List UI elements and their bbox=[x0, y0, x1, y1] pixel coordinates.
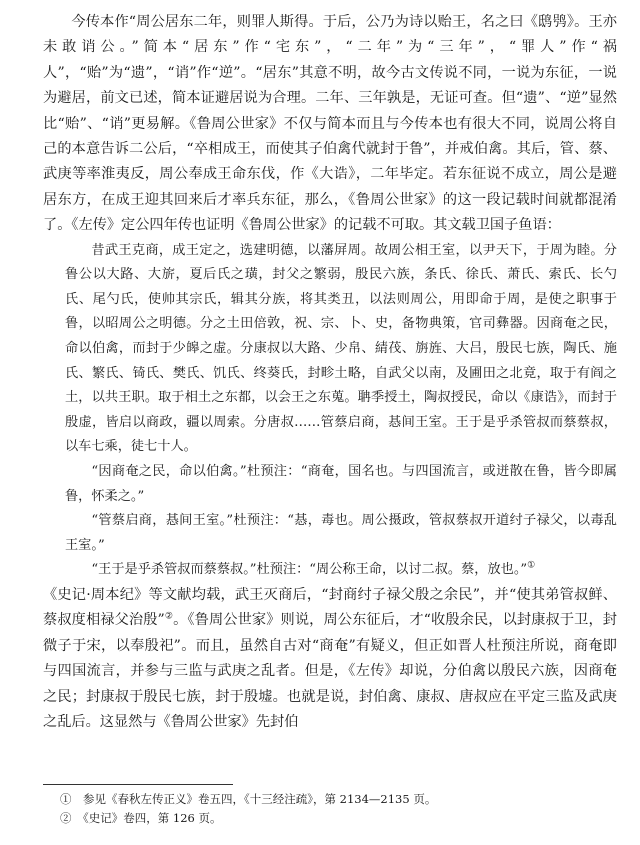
footnote-divider bbox=[43, 784, 233, 785]
footnote-ref-1: ① bbox=[527, 560, 536, 571]
main-text bbox=[43, 10, 617, 735]
footnote-2: ② 《史记》卷四，第 126 页。 bbox=[60, 811, 222, 825]
quote-paragraph-1: 昔武王克商，成王定之，选建明德，以藩屏周。故周公相王室，以尹天下，于周为睦。分鲁公以大路、大旂，夏后氏之璜，封父之繁弱，殷民六族，条氏、徐氏、萧氏、索氏、长勺氏、尾勺氏，使帅其宗氏，辑其分族，将其类丑，以法则周公，用即命于周，是使之职事于鲁，以昭周公之明德。分之土田倍敦，祝、宗、卜、史，备物典策，官司彝器。因商奄之民，命以伯禽，而封于少皞之虚。分康叔以大路、少帛、綪茷、旃旌、大吕，殷民七族，陶氏、施氏、繁氏、锜氏、樊氏、饥氏、终葵氏，封畛土略，自武父以南，及圃田之北竟，取于有阎之土，以共王职。取于相土之东都，以会王之东蒐。聃季授土，陶叔授民，命以《康诰》，而封于殷虚，皆启以商政，疆以周索。分唐叔……管蔡启商，惎间王室。王于是乎杀管叔而蔡蔡叔，以车七乘，徒七十人。 bbox=[65, 242, 617, 455]
body-paragraph-2-pre: 《史记·周本纪》等文献均载，武王灭商后，“封商纣子禄父殷之余民”，并“使其弟管叔鲜、蔡叔度相禄父治殷” bbox=[43, 586, 617, 629]
quote-paragraph-2: “因商奄之民，命以伯禽。”杜预注：“商奄，国名也。与四国流言，或迸散在鲁，皆今即属鲁，怀柔之。” bbox=[65, 464, 617, 504]
footnote-1: ① 参见《春秋左传正义》卷五四，《十三经注疏》，第 2134—2135 页。 bbox=[60, 792, 437, 806]
footnotes bbox=[60, 790, 620, 828]
body-paragraph-2 bbox=[43, 583, 617, 735]
body-paragraph-2-post: 。《鲁周公世家》则说，周公东征后，才“收殷余民，以封康叔于卫，封微子于宋，以奉殷祀”。而且，虽然自古对“商奄”有疑义，但正如晋人杜预注所说，商奄即与四国流言，并参与三监与武庚之乱者。但是，《左传》却说，分伯禽以殷民六族，因商奄之民；封康叔于殷民七族，封于殷墟。也就是说，封伯禽、康叔、唐叔应在平定三监及武庚之乱后。这显然与《鲁周公世家》先封伯 bbox=[43, 612, 617, 730]
block-quote bbox=[65, 239, 617, 583]
body-paragraph-1: 今传本作“周公居东二年，则罪人斯得。于后，公乃为诗以贻王，名之曰《鸱鸮》。王亦未敢诮公。”简本“居东”作“宅东”，“二年”为“三年”，“罪人”作“祸人”，“贻”为“遗”，“诮”作“逆”。“居东”其意不明，故今古文传说不同，一说为东征，一说为避居，前文已述，简本证避居说为合理。二年、三年孰是，无证可查。但“遗”、“逆”显然比“贻”、“诮”更易解。《鲁周公世家》不仅与简本而且与今传本也有很大不同，说周公将自己的本意告诉二公后，“卒相成王，而使其子伯禽代就封于鲁”，并戒伯禽。其后，管、蔡、武庚等率淮夷反，周公奉成王命东伐，作《大诰》，二年毕定。若东征说不成立，周公是避居东方，在成王迎其回来后才率兵东征，那么，《鲁周公世家》的这一段记载时间就都混淆了。《左传》定公四年传也证明《鲁周公世家》的记载不可取。其文载卫国子鱼语： bbox=[43, 14, 617, 234]
quote-paragraph-4-text: “王于是乎杀管叔而蔡蔡叔。”杜预注：“周公称王命，以讨二叔。蔡，放也。” bbox=[91, 562, 528, 578]
quote-paragraph-3: “管蔡启商，惎间王室。”杜预注：“惎，毒也。周公摄政，管叔蔡叔开道纣子禄父，以毒乱王室。” bbox=[65, 513, 617, 553]
quote-paragraph-4 bbox=[65, 558, 617, 583]
footnote-ref-2: ② bbox=[164, 611, 174, 622]
